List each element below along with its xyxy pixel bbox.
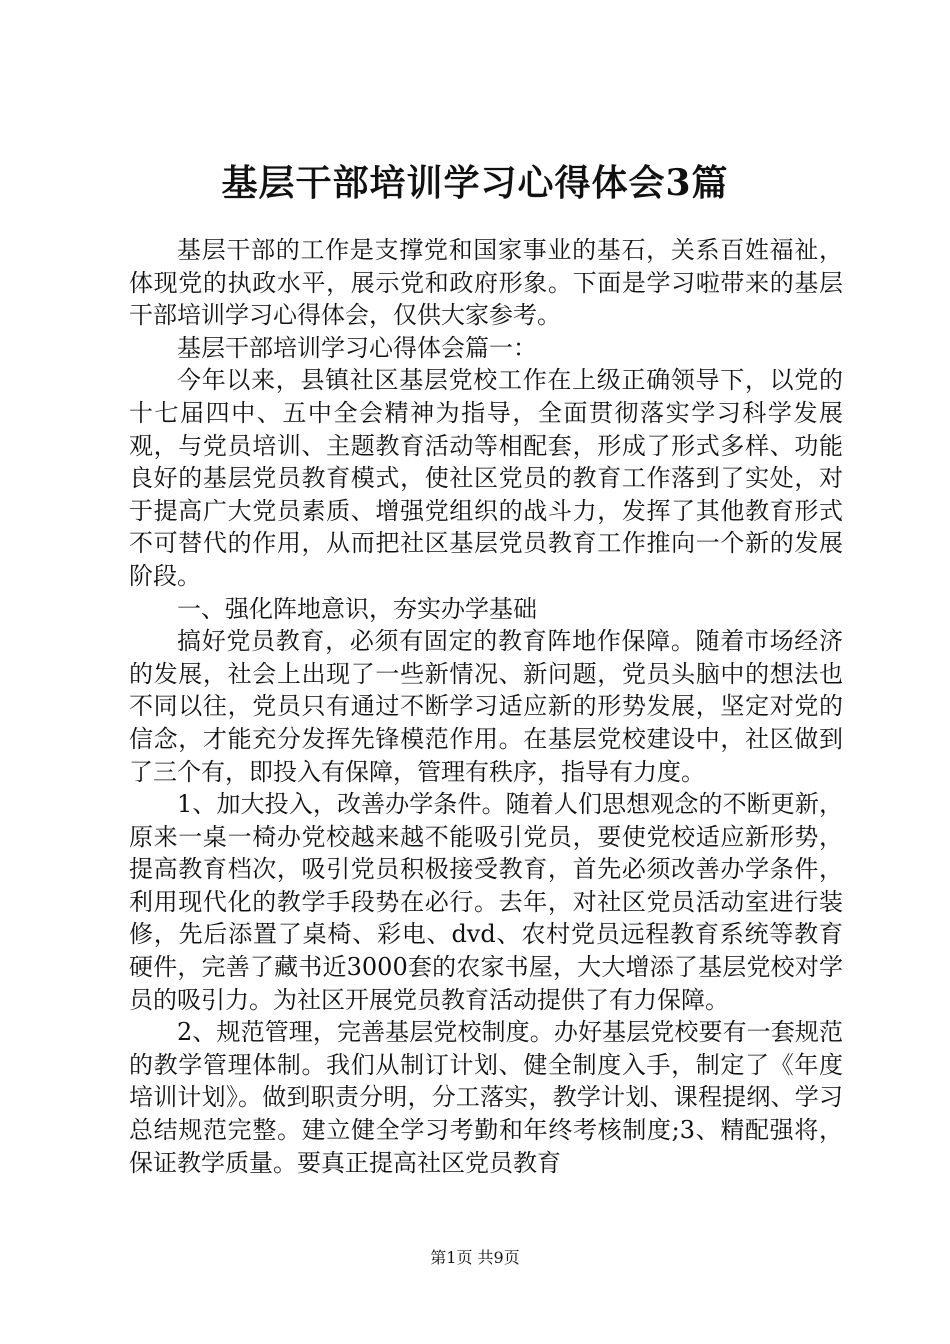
paragraph-section-heading: 基层干部培训学习心得体会篇一： bbox=[177, 333, 537, 362]
paragraph-education-base: 搞好党员教育，必须有固定的教育阵地作保障。随着市场经济的发展，社会上出现了一些新情况、新问题，党员头脑中的想法也不同以往，党员只有通过不断学习适应新的形势发展，坚定对党的信念，才能充分发挥先锋模范作用。在基层党校建设中，社区做到了三个有，即投入有保障，管理有秩序，指导有力度。 bbox=[129, 627, 843, 786]
paragraph-item-1: 1、加大投入，改善办学条件。随着人们思想观念的不断更新，原来一桌一椅办党校越来越不能吸引党员，要使党校适应新形势，提高教育档次，吸引党员积极接受教育，首先必须改善办学条件，利用现代化的教学手段势在必行。去年，对社区党员活动室进行装修，先后添置了桌椅、彩电、dvd、农村党员远程教育系统等教育硬件，完善了藏书近3000套的农家书屋，大大增添了基层党校对学员的吸引力。为社区开展党员教育活动提供了有力保障。 bbox=[129, 790, 843, 1014]
paragraph-subheading-1: 一、强化阵地意识，夯实办学基础 bbox=[177, 594, 537, 623]
paragraph-intro: 基层干部的工作是支撑党和国家事业的基石，关系百姓福祉，体现党的执政水平，展示党和政府形象。下面是学习啦带来的基层干部培训学习心得体会，仅供大家参考。 bbox=[129, 236, 843, 330]
paragraph-overview: 今年以来，县镇社区基层党校工作在上级正确领导下，以党的十七届四中、五中全会精神为指导，全面贯彻落实学习科学发展观，与党员培训、主题教育活动等相配套，形成了形式多样、功能良好的基层党员教育模式，使社区党员的教育工作落到了实处，对于提高广大党员素质、增强党组织的战斗力，发挥了其他教育形式不可替代的作用，从而把社区基层党员教育工作推向一个新的发展阶段。 bbox=[129, 366, 843, 590]
document-title: 基层干部培训学习心得体会3篇 bbox=[221, 162, 729, 204]
page-footer: 第1页 共9页 bbox=[430, 1248, 520, 1267]
paragraph-item-2: 2、规范管理，完善基层党校制度。办好基层党校要有一套规范的教学管理体制。我们从制订计划、健全制度入手，制定了《年度培训计划》。做到职责分明，分工落实，教学计划、课程提纲、学习总结规范完整。建立健全学习考勤和年终考核制度;3、精配强将，保证教学质量。要真正提高社区党员教育 bbox=[129, 1018, 843, 1177]
document-body bbox=[129, 234, 843, 1179]
